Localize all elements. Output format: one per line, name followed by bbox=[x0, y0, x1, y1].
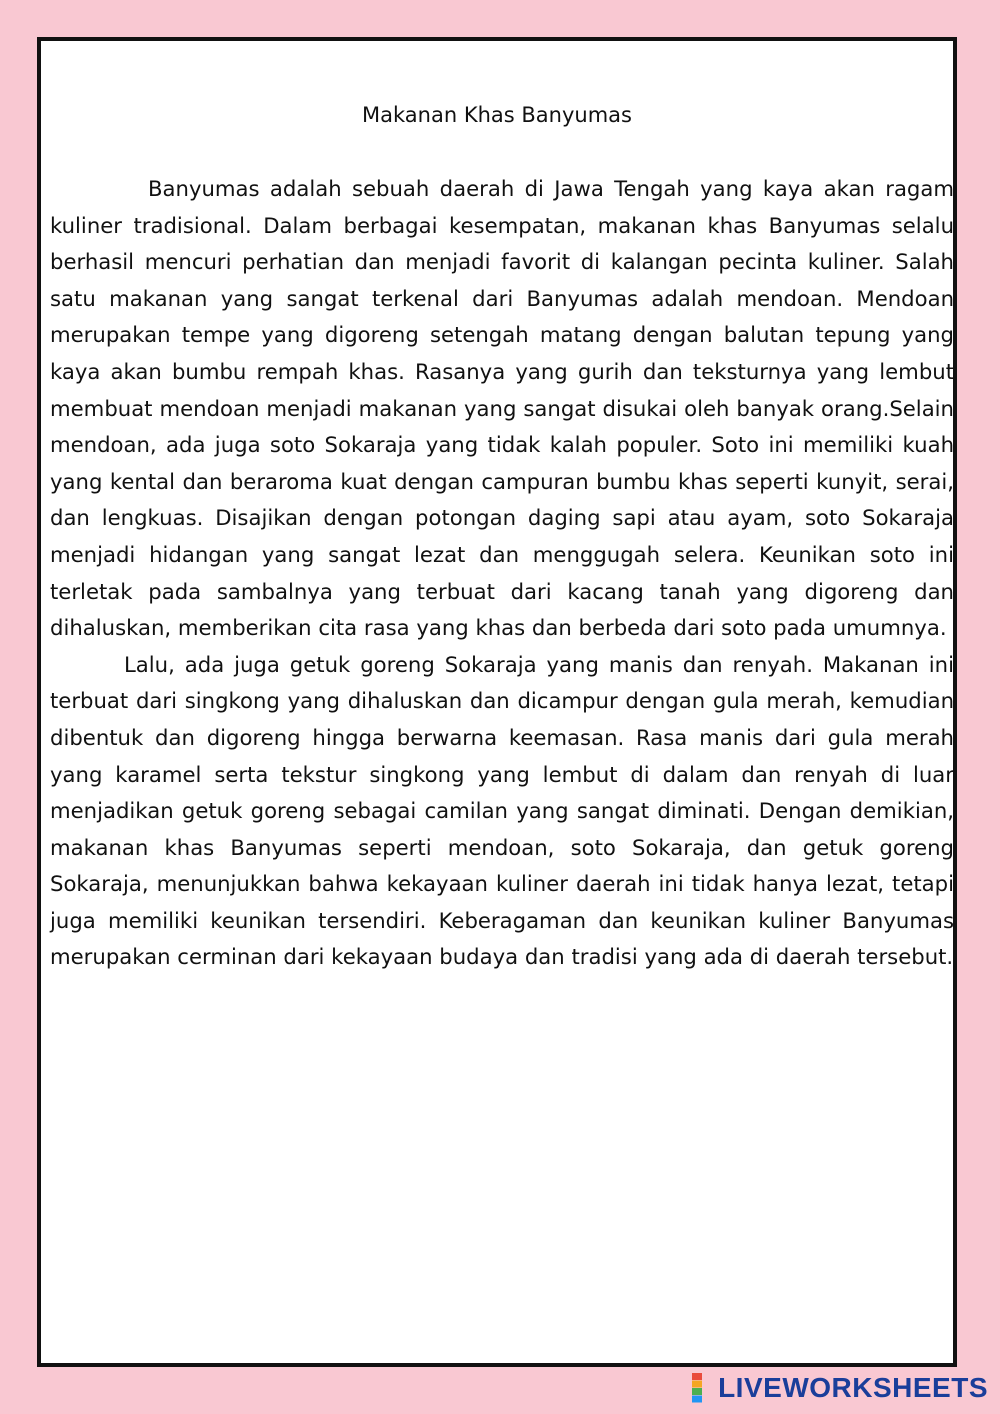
document-body bbox=[50, 171, 954, 976]
liveworksheets-logo-icon bbox=[692, 1373, 714, 1403]
paragraph-1: Banyumas adalah sebuah daerah di Jawa Tengah yang kaya akan ragam kuliner tradisional. Dalam berbagai kesempatan, makanan khas Banyumas selalu berhasil mencuri perhatian dan menjadi favorit di kalangan pecinta kuliner. Salah satu makanan yang sangat terkenal dari Banyumas adalah mendoan. Mendoan merupakan tempe yang digoreng setengah matang dengan balutan tepung yang kaya akan bumbu rempah khas. Rasanya yang gurih dan teksturnya yang lembut membuat mendoan menjadi makanan yang sangat disukai oleh banyak orang.Selain mendoan, ada juga soto Sokaraja yang tidak kalah populer. Soto ini memiliki kuah yang kental dan beraroma kuat dengan campuran bumbu khas seperti kunyit, serai, dan lengkuas. Disajikan dengan potongan daging sapi atau ayam, soto Sokaraja menjadi hidangan yang sangat lezat dan menggugah selera. Keunikan soto ini terletak pada sambalnya yang terbuat dari kacang tanah yang digoreng dan dihaluskan, memberikan cita rasa yang khas dan berbeda dari soto pada umumnya. bbox=[50, 176, 954, 641]
document-title: Makanan Khas Banyumas bbox=[362, 103, 632, 127]
document-page bbox=[37, 37, 957, 1367]
liveworksheets-brand[interactable] bbox=[692, 1368, 988, 1408]
paragraph-2: Lalu, ada juga getuk goreng Sokaraja yang manis dan renyah. Makanan ini terbuat dari singkong yang dihaluskan dan dicampur dengan gula merah, kemudian dibentuk dan digoreng hingga berwarna keemasan. Rasa manis dari gula merah yang karamel serta tekstur singkong yang lembut di dalam dan renyah di luar menjadikan getuk goreng sebagai camilan yang sangat diminati. Dengan demikian, makanan khas Banyumas seperti mendoan, soto Sokaraja, dan getuk goreng Sokaraja, menunjukkan bahwa kekayaan kuliner daerah ini tidak hanya lezat, tetapi juga memiliki keunikan tersendiri. Keberagaman dan keunikan kuliner Banyumas merupakan cerminan dari kekayaan budaya dan tradisi yang ada di daerah tersebut. bbox=[50, 651, 954, 970]
liveworksheets-wordmark: LIVEWORKSHEETS bbox=[718, 1372, 988, 1403]
